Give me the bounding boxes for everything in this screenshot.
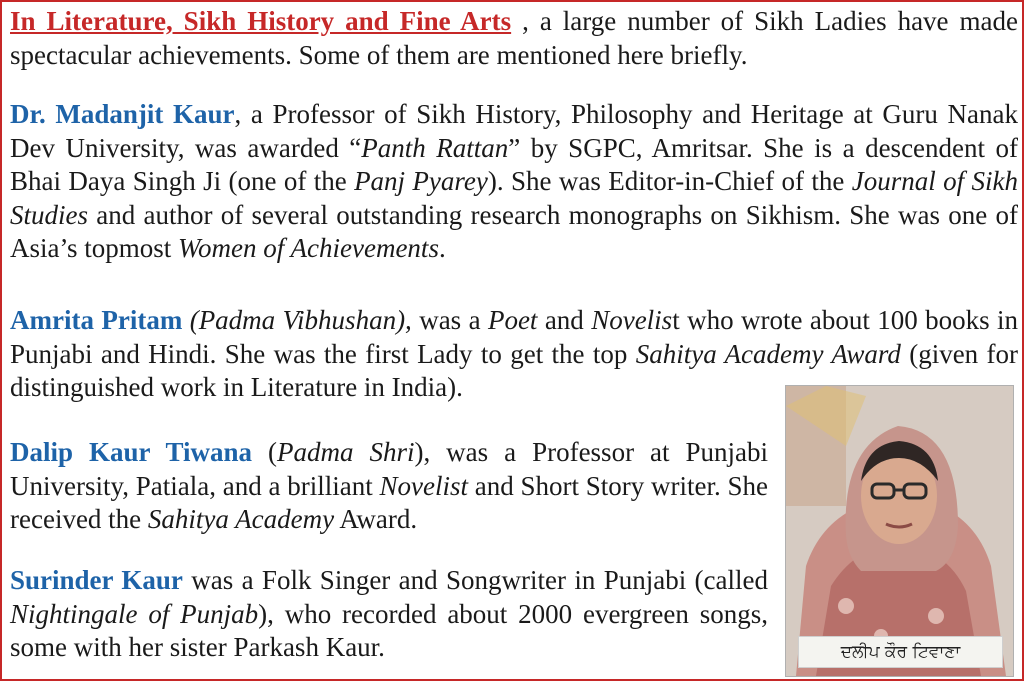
dalip-text-2: ), was a Professor at Punjabi University, Patiala, and a brilliant [10, 437, 768, 501]
amrita-name: Amrita Pritam [10, 305, 183, 335]
madanjit-text-4: and author of several outstanding research monographs on Sikhism. She was one of Asia’s topmost [10, 199, 1018, 263]
surinder-text-2: ), who recorded about 2000 evergreen songs, some with her sister Parkash Kaur. [10, 598, 768, 662]
dalip-text-3: and Short Story writer. She received the [10, 470, 769, 534]
portrait-photo [785, 385, 1014, 677]
intro-paragraph [10, 5, 1018, 72]
madanjit-text-5: . [438, 233, 446, 263]
amrita-text-1: was a [411, 305, 488, 335]
madanjit-text-3: ). She was Editor-in-Chief of the [487, 166, 852, 196]
amrita-award: (Padma Vibhushan), [182, 305, 412, 335]
surinder-paragraph [10, 564, 768, 665]
dalip-paragraph [10, 436, 768, 537]
intro-heading: In Literature, Sikh History and Fine Arts [10, 6, 512, 36]
dalip-award: Padma Shri [276, 437, 415, 467]
dalip-name: Dalip Kaur Tiwana [10, 437, 253, 467]
madanjit-name: Dr. Madanjit Kaur [10, 99, 235, 129]
dalip-text-4: Award. [334, 504, 418, 534]
surinder-name: Surinder Kaur [10, 565, 183, 595]
amrita-sahitya-award: Sahitya Academy Award [635, 338, 901, 369]
amrita-text-3: t who wrote about 100 books in Punjabi and Hindi. She was the first Lady to get the top [10, 305, 1018, 369]
dalip-sahitya: Sahitya Academy [147, 504, 335, 534]
surinder-nightingale: Nightingale of Punjab [10, 598, 259, 629]
madanjit-panj-pyarey: Panj Pyarey [354, 166, 488, 196]
amrita-text-2: and [537, 305, 592, 335]
dalip-text-1: ( [252, 437, 277, 467]
portrait-caption: ਦਲੀਪ ਕੌਰ ਟਿਵਾਣਾ [798, 636, 1003, 668]
madanjit-text-1: , a Professor of Sikh History, Philosophy and Heritage at Guru Nanak Dev University, was awarded “ [10, 99, 1019, 163]
intro-text: , a large number of Sikh Ladies have made spectacular achievements. Some of them are mentioned here briefly. [10, 6, 1018, 70]
madanjit-women: Women of Achievements [178, 233, 439, 263]
portrait-illustration [786, 386, 1013, 676]
amrita-novelist: Novelis [591, 305, 673, 335]
amrita-poet: Poet [487, 305, 538, 335]
madanjit-award: Panth Rattan [361, 132, 509, 163]
madanjit-journal: Journal of Sikh Studies [10, 166, 1018, 230]
amrita-text-4: (given for distinguished work in Literature in India). [10, 338, 1018, 402]
madanjit-text-2: ” by SGPC, Amritsar. She is a descendent of Bhai Daya Singh Ji (one of the [10, 132, 1018, 196]
dalip-novelist: Novelist [379, 470, 468, 501]
madanjit-paragraph [10, 98, 1018, 266]
surinder-text-1: was a Folk Singer and Songwriter in Punjabi (called [182, 565, 768, 595]
